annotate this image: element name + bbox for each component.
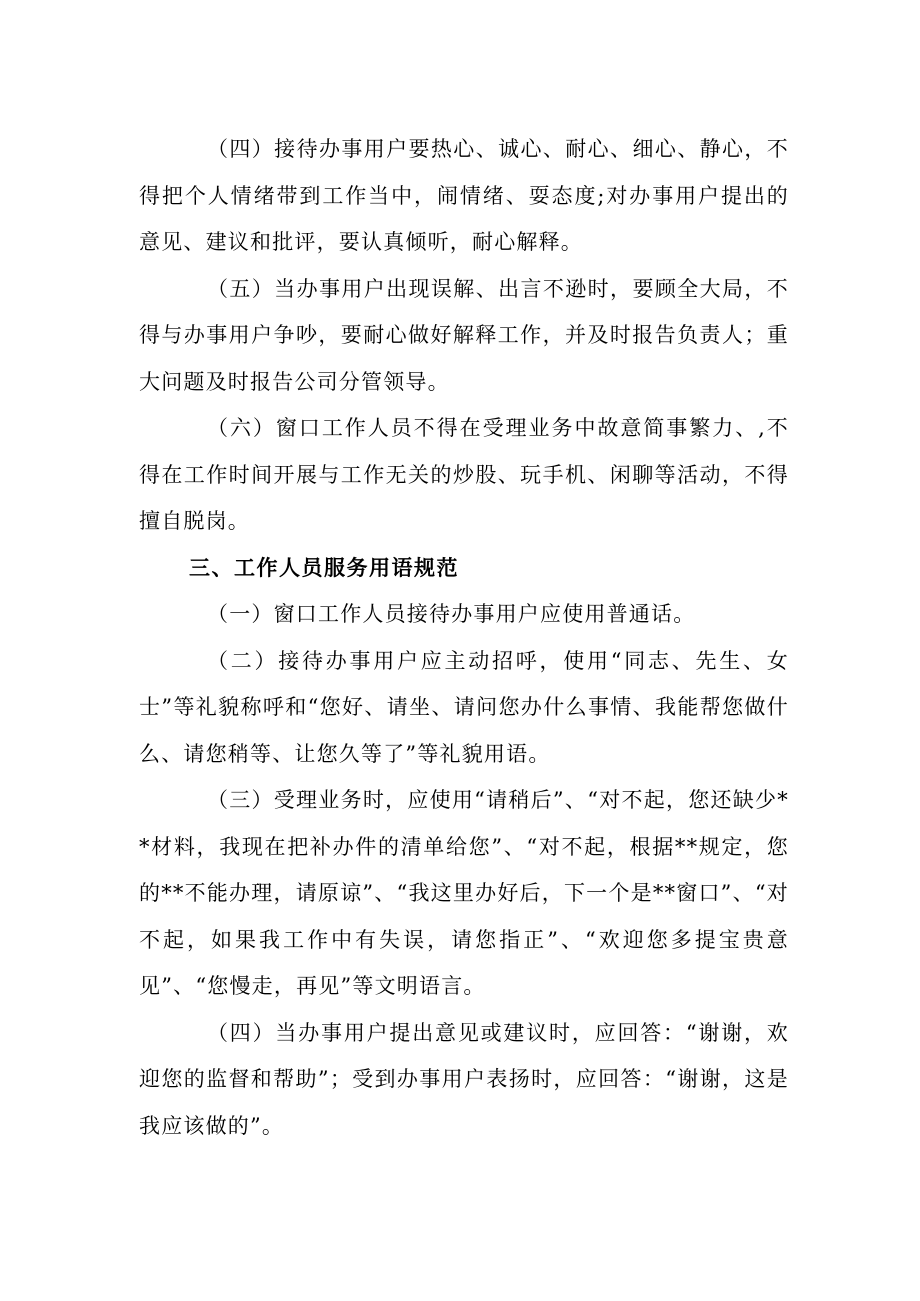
document-body — [139, 126, 789, 1149]
paragraph-item-4: （四）接待办事用户要热心、诚心、耐心、细心、静心，不得把个人情绪带到工作当中，闹情绪、耍态度;对办事用户提出的意见、建议和批评，要认真倾听，耐心解释。 — [139, 137, 789, 254]
list-item-3: （三）受理业务时，应使用“请稍后”、“对不起，您还缺少**材料，我现在把补办件的清单给您”、“对不起，根据**规定，您的**不能办理，请原谅”、“我这里办好后，下一个是**窗口”、“对不起，如果我工作中有失误，请您指正”、“欢迎您多提宝贵意见”、“您慢走，再见”等文明语言。 — [139, 788, 789, 998]
list-item-2: （二）接待办事用户应主动招呼，使用“同志、先生、女士”等礼貌称呼和“您好、请坐、请问您办什么事情、我能帮您做什么、请您稍等、让您久等了”等礼貌用语。 — [139, 648, 789, 766]
section-heading-3: 三、工作人员服务用语规范 — [189, 555, 459, 580]
list-item-4: （四）当办事用户提出意见或建议时，应回答：“谢谢，欢迎您的监督和帮助”；受到办事用户表扬时，应回答：“谢谢，这是我应该做的”。 — [139, 1020, 789, 1138]
list-item-1: （一）窗口工作人员接待办事用户应使用普通话。 — [207, 602, 696, 626]
paragraph-item-5: （五）当办事用户出现误解、出言不逊时，要顾全大局，不得与办事用户争吵，要耐心做好解释工作，并及时报告负责人；重大问题及时报告公司分管领导。 — [139, 276, 789, 394]
paragraph-item-6: （六）窗口工作人员不得在受理业务中故意简事繁力、,不得在工作时间开展与工作无关的炒股、玩手机、闲聊等活动，不得擅自脱岗。 — [139, 416, 789, 533]
